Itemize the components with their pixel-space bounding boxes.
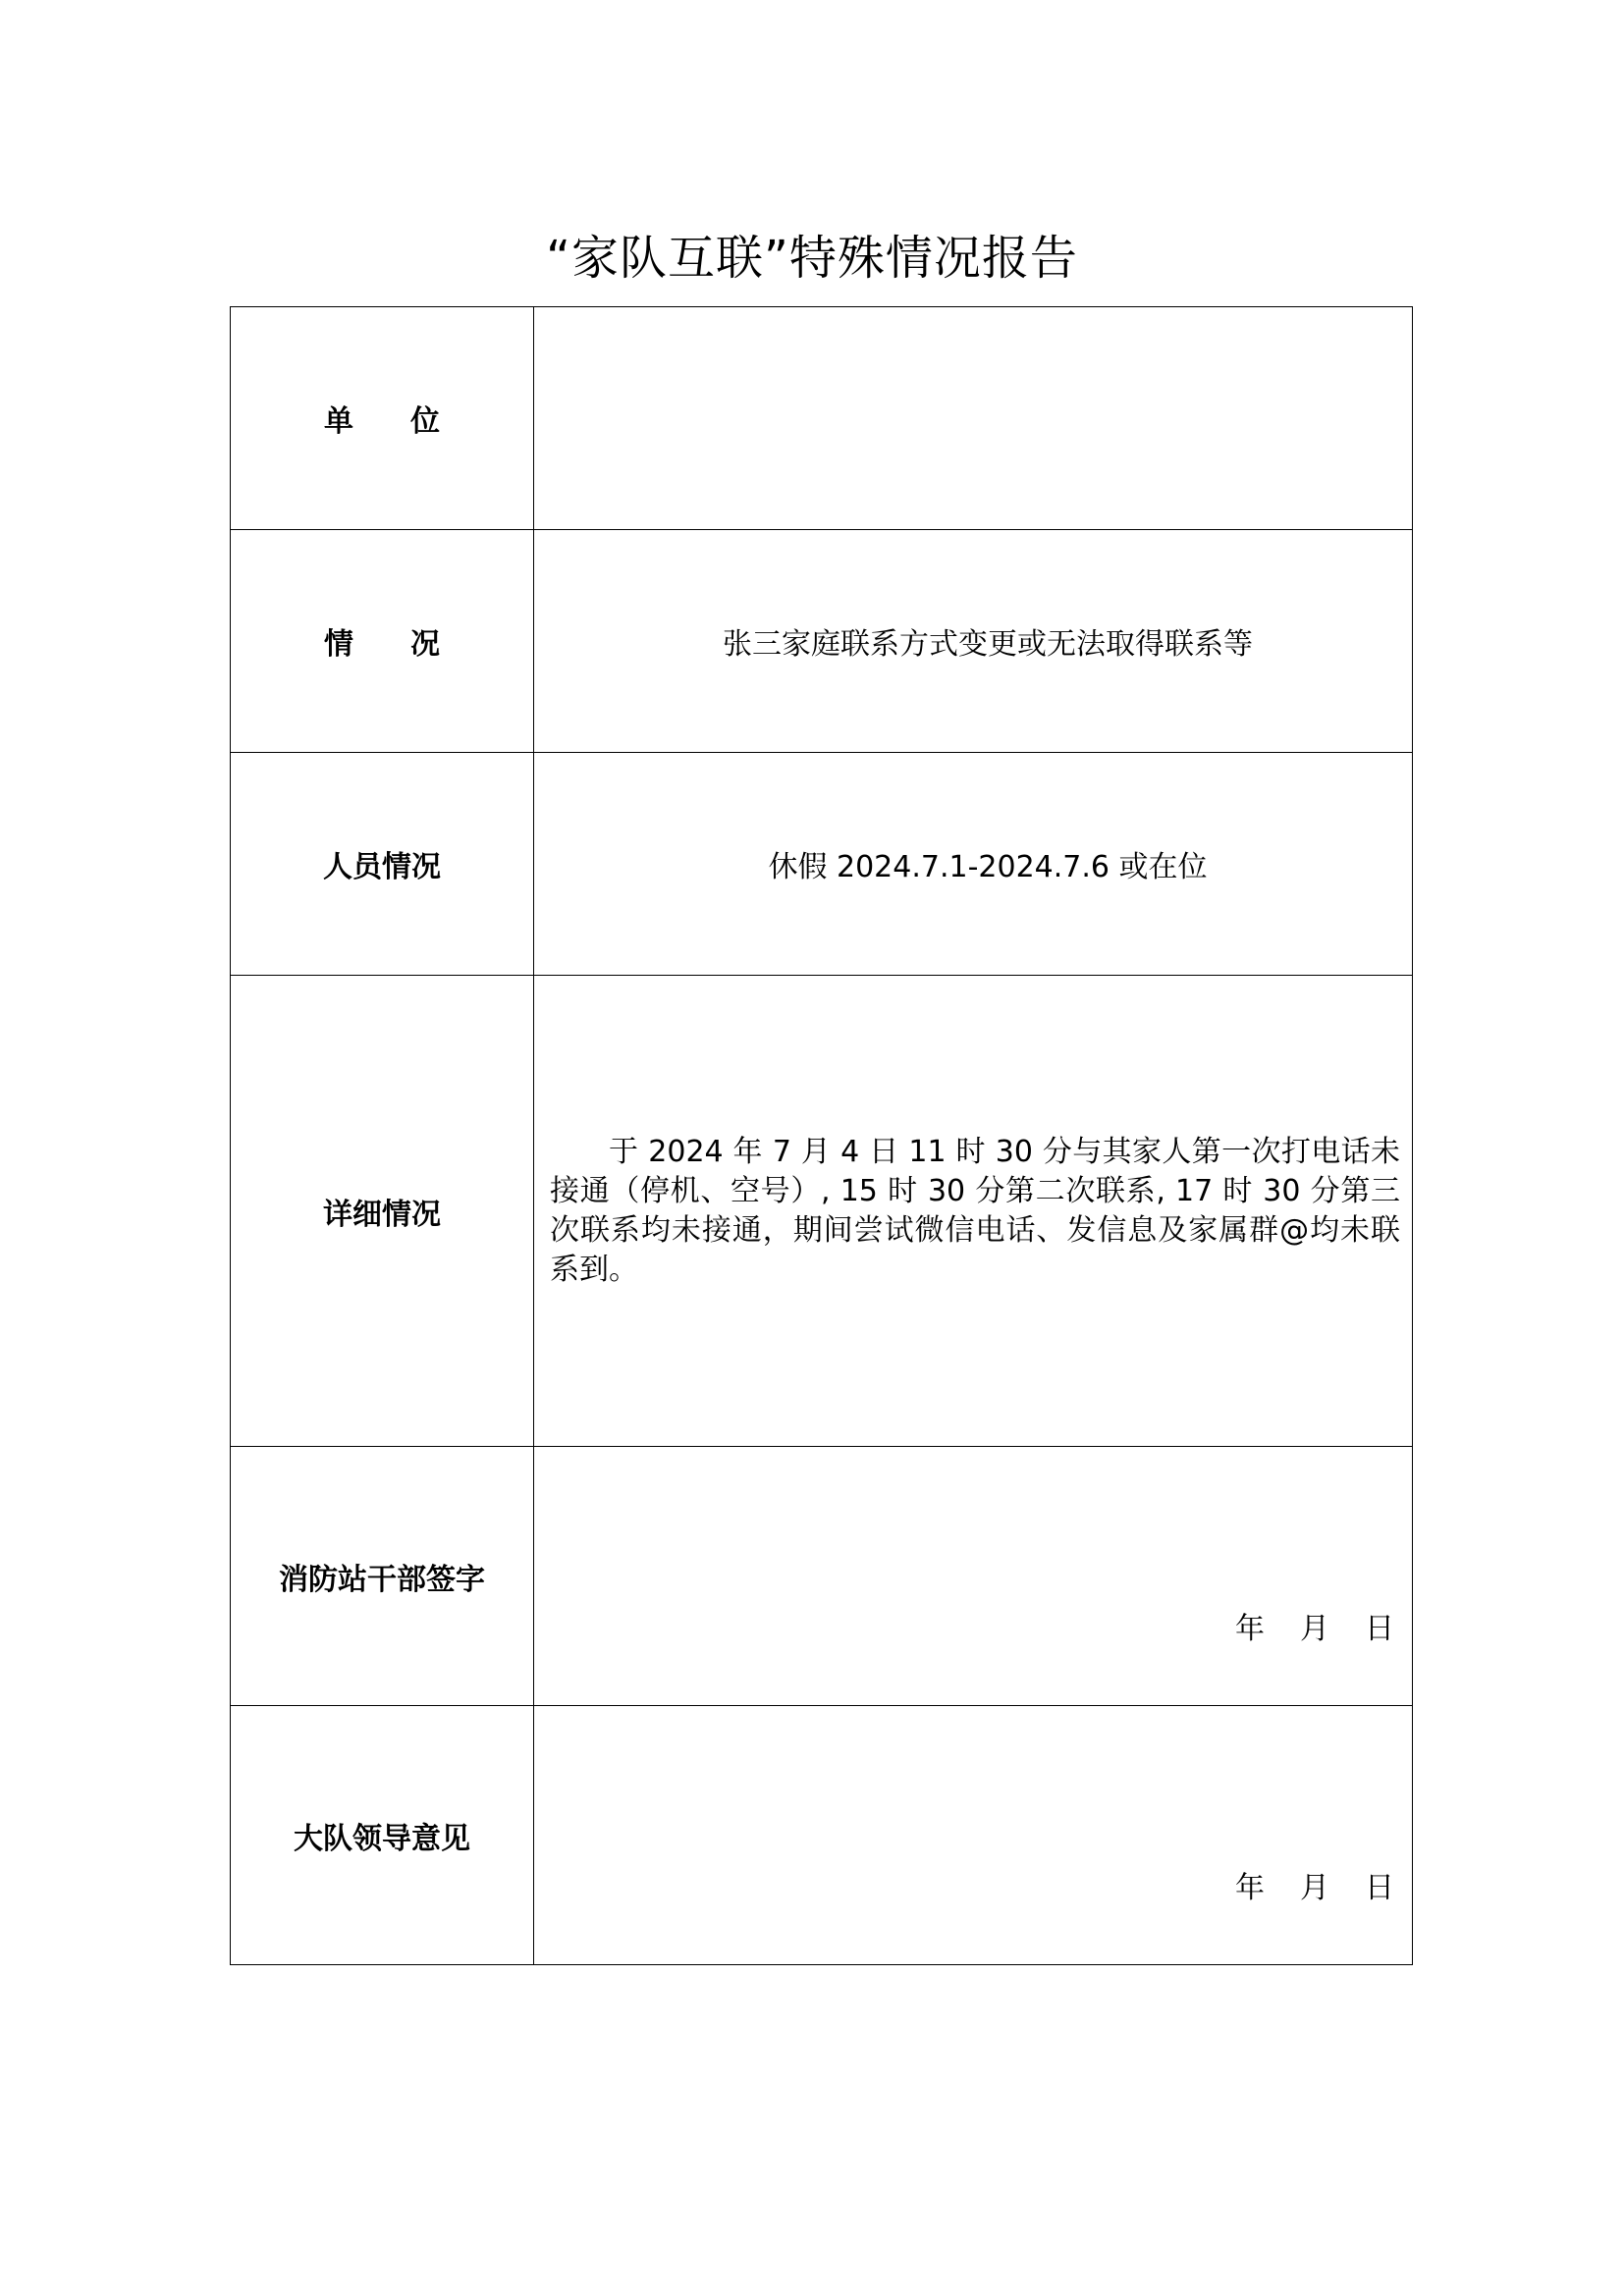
value-situation[interactable]: 张三家庭联系方式变更或无法取得联系等 xyxy=(534,530,1413,753)
value-leader-opinion[interactable] xyxy=(534,1706,1413,1965)
date-line-station xyxy=(1235,1604,1394,1647)
value-personnel[interactable]: 休假 2024.7.1-2024.7.6 或在位 xyxy=(534,753,1413,976)
label-personnel: 人员情况 xyxy=(231,753,534,976)
table-row-station-signature xyxy=(231,1447,1413,1706)
value-station-signature[interactable] xyxy=(534,1447,1413,1706)
date-day-label: 日 xyxy=(1365,1871,1394,1905)
date-month-label: 月 xyxy=(1300,1612,1329,1646)
value-details[interactable]: 于 2024 年 7 月 4 日 11 时 30 分与其家人第一次打电话未接通（停机、空号）, 15 时 30 分第二次联系, 17 时 30 分第三次联系均未接通，期间尝试微信电话、发信息及家属群@均未联系到。 xyxy=(534,976,1413,1447)
date-line-leader xyxy=(1235,1863,1394,1906)
label-station-signature: 消防站干部签字 xyxy=(231,1447,534,1706)
value-unit[interactable] xyxy=(534,307,1413,530)
table-row-unit xyxy=(231,307,1413,530)
label-unit xyxy=(231,307,534,530)
date-day-label: 日 xyxy=(1365,1612,1394,1646)
label-leader-opinion: 大队领导意见 xyxy=(231,1706,534,1965)
date-year-label: 年 xyxy=(1235,1871,1265,1905)
date-year-label: 年 xyxy=(1235,1612,1265,1646)
report-table xyxy=(230,306,1413,1965)
label-details: 详细情况 xyxy=(231,976,534,1447)
label-situation xyxy=(231,530,534,753)
label-unit-text: 单位 xyxy=(324,404,440,439)
date-month-label: 月 xyxy=(1300,1871,1329,1905)
table-row-details xyxy=(231,976,1413,1447)
table-row-personnel xyxy=(231,753,1413,976)
page-title: “家队互联”特殊情况报告 xyxy=(546,231,1078,286)
table-row-leader-opinion xyxy=(231,1706,1413,1965)
label-situation-text: 情况 xyxy=(324,627,440,662)
table-row-situation xyxy=(231,530,1413,753)
